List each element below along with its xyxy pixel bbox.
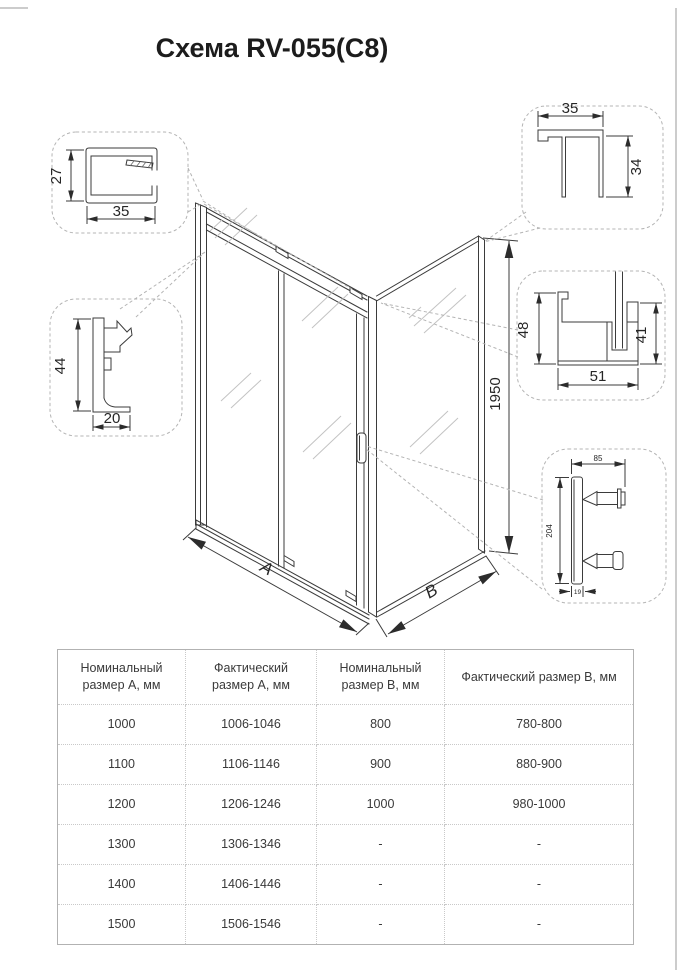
cell-nominal-a: 1000	[58, 705, 186, 745]
cell-nominal-a: 1500	[58, 905, 186, 945]
depth-dimension-label: B	[421, 580, 441, 603]
cell-actual-a: 1306-1346	[186, 825, 317, 865]
main-enclosure-drawing	[196, 203, 487, 624]
bottom-rail	[196, 520, 369, 624]
cell-actual-b: 780-800	[445, 705, 634, 745]
table-row	[58, 745, 634, 785]
wall-profile-left	[196, 203, 207, 527]
width-dimension-label: A	[257, 557, 277, 580]
bottom-rail-left-height-label: 48	[515, 321, 532, 339]
cell-nominal-a: 1200	[58, 785, 186, 825]
table-row	[58, 865, 634, 905]
side-panel-rear-post	[479, 236, 485, 553]
handle-thickness-label: 19	[573, 589, 582, 596]
door-handle	[357, 433, 366, 463]
height-dimension-label: 1950	[487, 377, 504, 411]
table-row	[58, 825, 634, 865]
cell-actual-b: 880-900	[445, 745, 634, 785]
cell-nominal-a: 1100	[58, 745, 186, 785]
page-title: Схема RV-055(C8)	[155, 33, 389, 63]
size-table-header-row	[58, 650, 634, 705]
cell-nominal-b: 1000	[317, 785, 445, 825]
top-rail-height-label: 27	[48, 167, 65, 185]
table-row	[58, 705, 634, 745]
cell-nominal-b: -	[317, 905, 445, 945]
handle-height-label: 204	[545, 524, 554, 538]
cell-actual-b: -	[445, 865, 634, 905]
side-wall-profile-width-label: 35	[561, 100, 579, 117]
cell-actual-b: -	[445, 905, 634, 945]
cell-actual-b: 980-1000	[445, 785, 634, 825]
fixed-panel-stile	[279, 271, 285, 568]
header-actual-a: Фактический размер A, мм	[186, 650, 317, 705]
cell-actual-a: 1006-1046	[186, 705, 317, 745]
detail-handle	[542, 449, 666, 603]
detail-wall-profile	[50, 299, 182, 436]
corner-post	[369, 297, 377, 618]
cell-nominal-b: -	[317, 825, 445, 865]
cell-actual-a: 1506-1546	[186, 905, 317, 945]
table-row	[58, 785, 634, 825]
callout-leader-lines	[120, 168, 543, 589]
cell-nominal-b: 800	[317, 705, 445, 745]
detail-bottom-rail-profile	[515, 271, 665, 400]
header-nominal-b: Номинальный размер B, мм	[317, 650, 445, 705]
bottom-rail-width-label: 51	[589, 368, 607, 385]
bottom-rail-right-height-label: 41	[633, 326, 650, 344]
side-wall-profile-height-label: 34	[628, 158, 645, 176]
overall-dimensions	[183, 238, 518, 637]
top-rail-width-label: 35	[112, 203, 130, 220]
cell-actual-a: 1206-1246	[186, 785, 317, 825]
detail-top-rail-profile	[48, 132, 188, 233]
detail-side-wall-profile	[522, 100, 663, 229]
cell-nominal-a: 1400	[58, 865, 186, 905]
table-row	[58, 905, 634, 945]
size-table	[57, 649, 634, 945]
cell-nominal-a: 1300	[58, 825, 186, 865]
cell-nominal-b: 900	[317, 745, 445, 785]
wall-profile-width-label: 20	[103, 410, 121, 427]
header-actual-b: Фактический размер B, мм	[445, 650, 634, 705]
cell-actual-a: 1106-1146	[186, 745, 317, 785]
handle-width-label: 85	[593, 454, 603, 463]
header-nominal-a: Номинальный размер A, мм	[58, 650, 186, 705]
cell-actual-b: -	[445, 825, 634, 865]
cell-actual-a: 1406-1446	[186, 865, 317, 905]
top-rail	[207, 208, 368, 318]
cell-nominal-b: -	[317, 865, 445, 905]
glass-glare-marks	[210, 208, 466, 459]
wall-profile-height-label: 44	[52, 357, 69, 375]
side-panel-top	[377, 236, 479, 301]
